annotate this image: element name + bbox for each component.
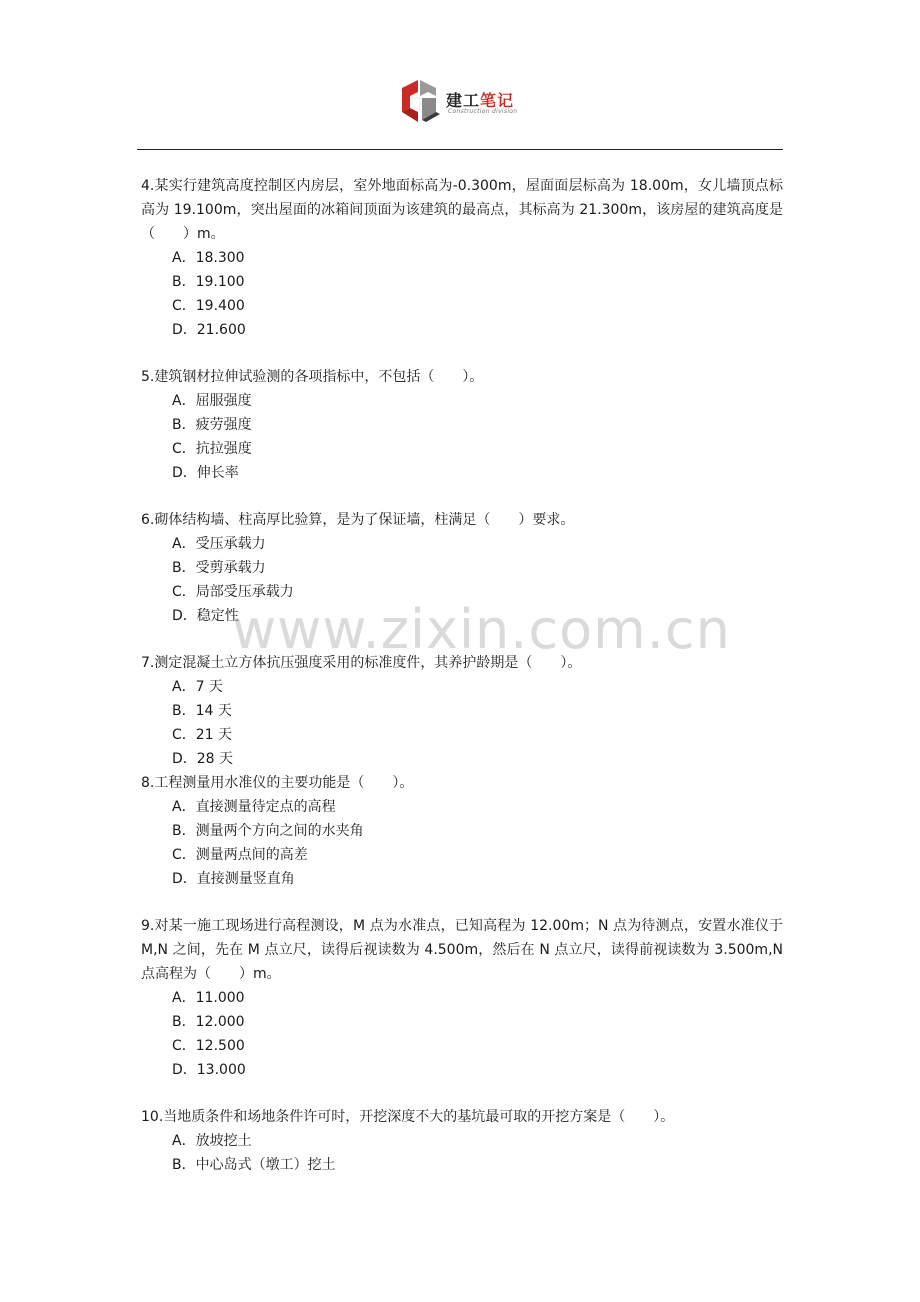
option-b: B．疲劳强度: [172, 417, 252, 433]
question-item: [141, 1105, 783, 1177]
question-item: [141, 651, 783, 771]
question-item: [141, 174, 783, 342]
question-stem: 7.测定混凝土立方体抗压强度采用的标准度件，其养护龄期是（ ）。: [141, 655, 582, 671]
logo-mark-icon: [398, 78, 444, 124]
question-item: [141, 365, 783, 485]
question-stem: 8.工程测量用水准仪的主要功能是（ ）。: [141, 775, 414, 791]
option-a: A．屈服强度: [172, 393, 252, 409]
option-d: D．伸长率: [172, 465, 239, 481]
option-c: C．测量两点间的高差: [172, 847, 308, 863]
option-c: C．21 天: [172, 727, 233, 743]
option-a: A．放坡挖土: [172, 1133, 252, 1149]
option-b: B．19.100: [172, 274, 245, 290]
question-item: [141, 771, 783, 891]
question-stem: 4.某实行建筑高度控制区内房层，室外地面标高为-0.300m，屋面面层标高为 18.00m，女儿墙顶点标高为 19.100m，突出屋面的冰箱间顶面为该建筑的最高点，其标高为 21.300m，该房屋的建筑高度是（ ）m。: [141, 178, 783, 242]
brand-logo: [398, 78, 538, 126]
option-c: C．12.500: [172, 1038, 245, 1054]
option-b: B．14 天: [172, 703, 232, 719]
option-b: B．受剪承载力: [172, 560, 266, 576]
option-d: D．直接测量竖直角: [172, 871, 295, 887]
option-a: A．直接测量待定点的高程: [172, 799, 336, 815]
question-stem: 6.砌体结构墙、柱高厚比验算，是为了保证墙，柱满足（ ）要求。: [141, 512, 575, 528]
option-c: C．19.400: [172, 298, 245, 314]
question-item: [141, 508, 783, 628]
option-b: B．测量两个方向之间的水夹角: [172, 823, 364, 839]
watermark: www.zixin.com.cn: [232, 598, 731, 661]
option-a: A．7 天: [172, 679, 223, 695]
option-a: A．11.000: [172, 990, 245, 1006]
option-b: B．中心岛式（墩工）挖土: [172, 1157, 336, 1173]
logo-text-black: 建工: [446, 91, 481, 110]
option-d: D．28 天: [172, 751, 234, 767]
header-divider: [137, 149, 783, 150]
option-a: A．18.300: [172, 250, 245, 266]
question-stem: 10.当地质条件和场地条件许可时，开挖深度不大的基坑最可取的开挖方案是（ ）。: [141, 1109, 675, 1125]
option-a: A．受压承载力: [172, 536, 266, 552]
option-d: D．13.000: [172, 1062, 246, 1078]
question-stem: 9.对某一施工现场进行高程测设，M 点为水准点，已知高程为 12.00m；N 点为待测点，安置水准仪于 M,N 之间，先在 M 点立尺，读得后视读数为 4.500m，然后在 N 点立尺，读得前视读数为 3.500m,N 点高程为（ ）m。: [141, 918, 783, 982]
option-c: C．局部受压承载力: [172, 584, 294, 600]
option-b: B．12.000: [172, 1014, 245, 1030]
option-d: D．稳定性: [172, 608, 239, 624]
question-item: [141, 914, 783, 1082]
question-stem: 5.建筑钢材拉伸试验测的各项指标中，不包括（ ）。: [141, 369, 484, 385]
question-list: [141, 174, 783, 1177]
logo-subtitle: Construction division: [448, 108, 518, 115]
option-c: C．抗拉强度: [172, 441, 252, 457]
logo-text-red: 笔记: [480, 91, 515, 110]
option-d: D．21.600: [172, 322, 246, 338]
